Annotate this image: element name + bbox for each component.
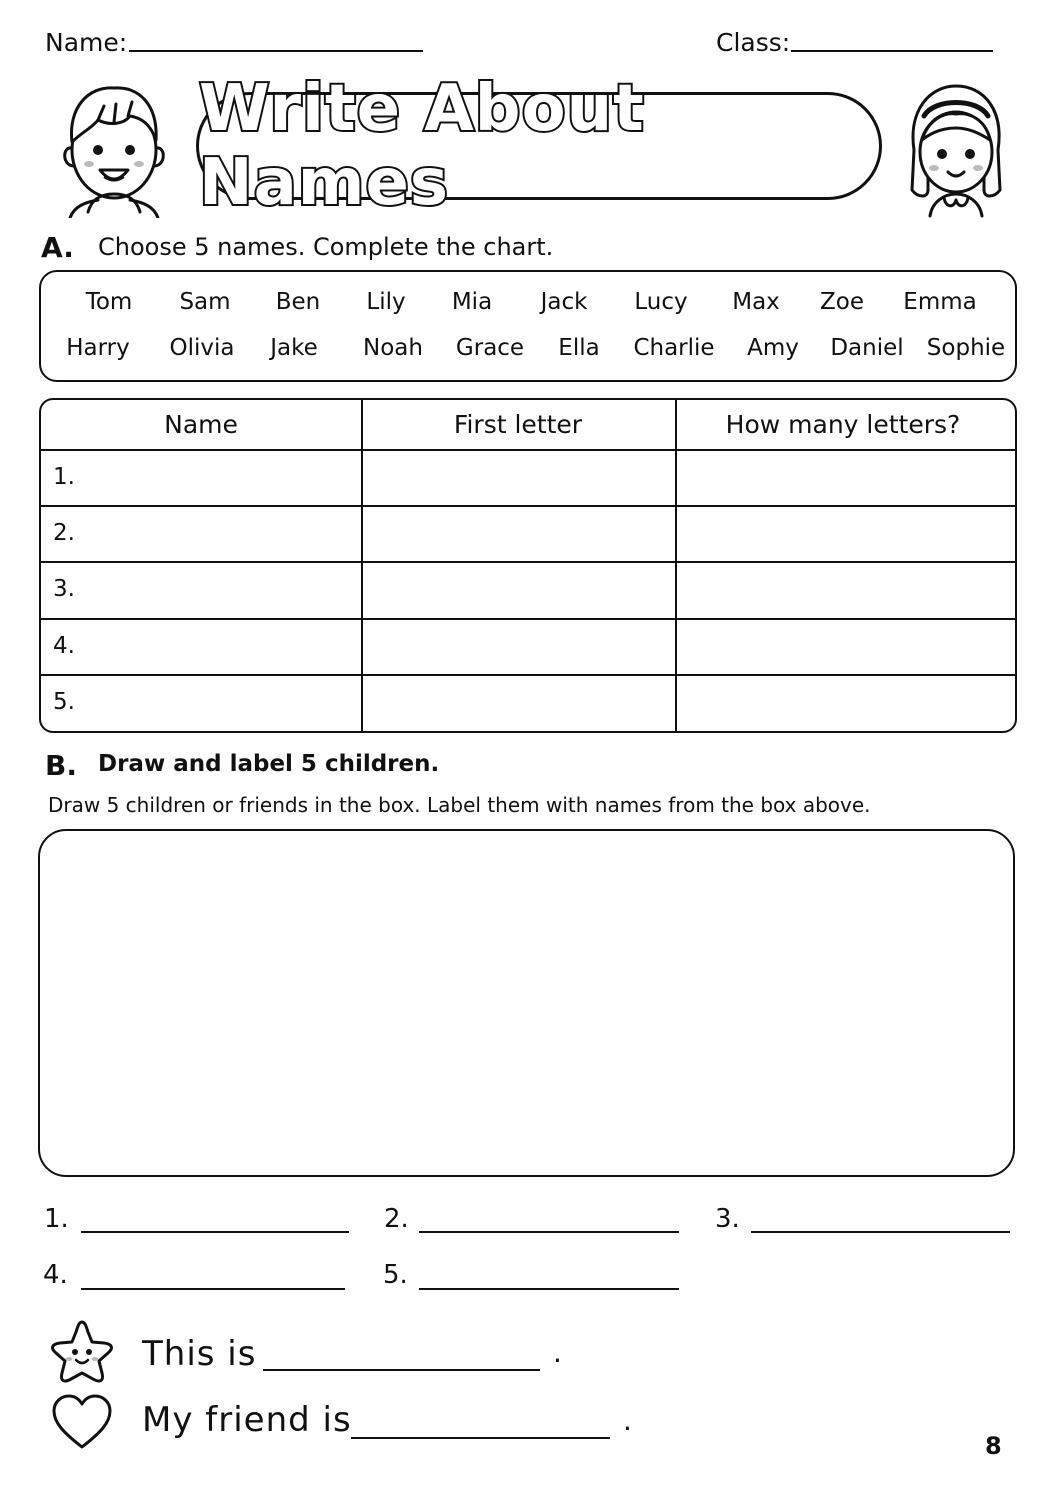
chart-row-number: 1. xyxy=(53,464,75,490)
chart-row-line xyxy=(41,674,1015,676)
section-a-letter: A. xyxy=(41,231,74,264)
this-is-text: This is xyxy=(142,1334,257,1374)
name-bank xyxy=(39,270,1017,382)
name-bank-item: Ben xyxy=(275,289,321,315)
name-bank-item: Sam xyxy=(179,289,231,315)
page-title: Write About Names xyxy=(199,72,645,220)
heart-icon xyxy=(50,1393,114,1451)
name-label: Name: xyxy=(45,28,128,57)
name-bank-item: Noah xyxy=(363,335,423,361)
name-bank-item: Zoe xyxy=(820,289,864,315)
name-bank-item: Jake xyxy=(270,335,318,361)
sentence-period: . xyxy=(623,1404,633,1437)
label-number: 2. xyxy=(384,1204,409,1234)
name-bank-item: Lily xyxy=(366,289,406,315)
name-bank-item: Charlie xyxy=(633,335,715,361)
girl-icon xyxy=(900,80,1012,220)
chart-row-number: 3. xyxy=(53,576,75,602)
chart-header-first-letter: First letter xyxy=(453,410,583,439)
name-bank-item: Max xyxy=(732,289,780,315)
name-bank-item: Jack xyxy=(540,289,588,315)
chart-row-number: 5. xyxy=(53,689,75,715)
label-number: 3. xyxy=(715,1204,740,1234)
name-bank-item: Mia xyxy=(451,289,493,315)
sentence-period: . xyxy=(553,1336,563,1369)
name-bank-item: Sophie xyxy=(926,335,1006,361)
label-line-4[interactable] xyxy=(81,1288,345,1290)
this-is-field[interactable] xyxy=(263,1369,540,1371)
name-bank-item: Harry xyxy=(66,335,130,361)
chart-row-number: 4. xyxy=(53,633,75,659)
boy-icon xyxy=(58,78,170,218)
chart-header-name: Name xyxy=(164,410,238,439)
chart-row-line xyxy=(41,561,1015,563)
section-a-instruction: Choose 5 names. Complete the chart. xyxy=(98,233,554,261)
label-line-2[interactable] xyxy=(419,1231,679,1233)
label-line-5[interactable] xyxy=(419,1288,679,1290)
name-chart xyxy=(39,398,1017,733)
name-bank-item: Lucy xyxy=(634,289,688,315)
section-b-letter: B. xyxy=(45,749,77,782)
name-bank-item: Amy xyxy=(747,335,799,361)
section-b-instruction: Draw 5 children or friends in the box. Label them with names from the box above. xyxy=(48,793,871,817)
page-number: 8 xyxy=(985,1432,1002,1460)
star-icon xyxy=(46,1318,118,1386)
drawing-area[interactable] xyxy=(38,829,1015,1177)
label-line-1[interactable] xyxy=(81,1231,349,1233)
name-bank-item: Ella xyxy=(558,335,600,361)
class-label: Class: xyxy=(716,28,791,57)
chart-row-line xyxy=(41,505,1015,507)
chart-header-line xyxy=(41,449,1015,451)
name-bank-item: Grace xyxy=(455,335,525,361)
name-field[interactable] xyxy=(129,50,423,52)
section-b-heading: Draw and label 5 children. xyxy=(98,751,440,777)
my-friend-is-field[interactable] xyxy=(351,1437,610,1439)
name-bank-item: Emma xyxy=(903,289,977,315)
my-friend-is-text: My friend is xyxy=(142,1400,352,1440)
label-number: 4. xyxy=(43,1260,68,1290)
name-bank-item: Olivia xyxy=(169,335,235,361)
name-bank-item: Tom xyxy=(85,289,133,315)
title-banner xyxy=(196,72,882,220)
class-field[interactable] xyxy=(791,50,993,52)
chart-row-line xyxy=(41,618,1015,620)
label-number: 5. xyxy=(383,1260,408,1290)
name-bank-item: Daniel xyxy=(830,335,904,361)
chart-header-letter-count: How many letters? xyxy=(725,410,961,439)
label-number: 1. xyxy=(44,1204,69,1234)
label-line-3[interactable] xyxy=(751,1231,1010,1233)
chart-row-number: 2. xyxy=(53,520,75,546)
